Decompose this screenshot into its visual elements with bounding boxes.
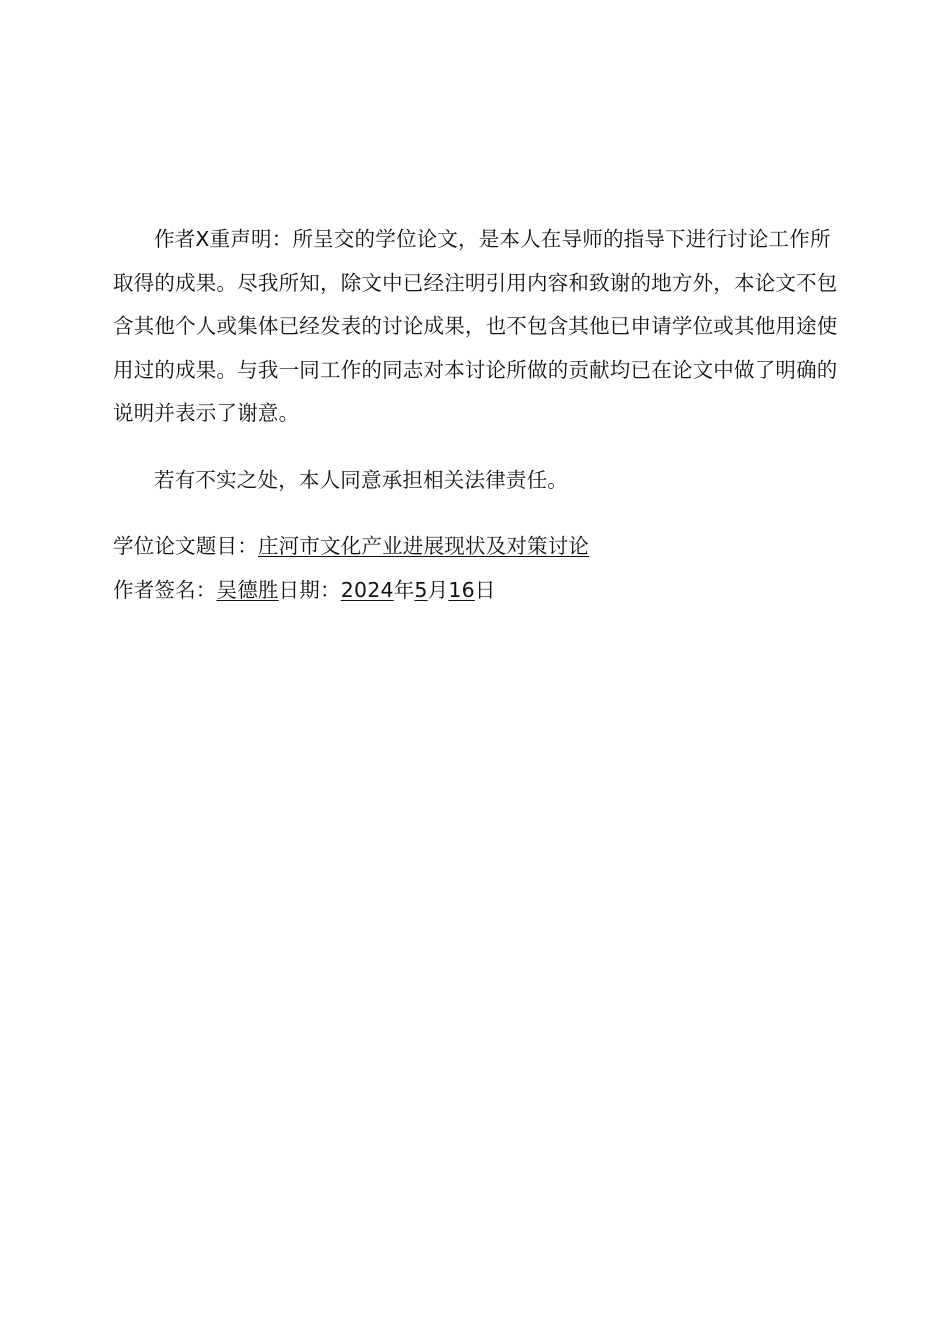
date-year-unit: 年	[393, 578, 415, 602]
thesis-title-line	[113, 530, 589, 562]
originality-declaration-paragraph: 作者X重声明：所呈交的学位论文，是本人在导师的指导下进行讨论工作所取得的成果。尽我所知，除文中已经注明引用内容和致谢的地方外，本论文不包含其他个人或集体已经发表的讨论成果，也不包含其他已申请学位或其他用途使用过的成果。与我一同工作的同志对本讨论所做的贡献均已在论文中做了明确的说明并表示了谢意。	[113, 227, 838, 425]
legal-responsibility-statement: 若有不实之处，本人同意承担相关法律责任。	[154, 468, 568, 492]
author-signature-value: 吴德胜	[216, 578, 279, 602]
date-month-value: 5	[414, 578, 428, 602]
thesis-title-value: 庄河市文化产业进展现状及对策讨论	[257, 534, 590, 558]
date-year-value: 2024	[340, 578, 394, 602]
date-day-unit: 日	[474, 578, 496, 602]
thesis-title-label: 学位论文题目：	[113, 534, 258, 558]
signature-date-line	[113, 574, 496, 606]
date-month-unit: 月	[427, 578, 449, 602]
date-label: 日期：	[278, 578, 341, 602]
date-day-value: 16	[448, 578, 475, 602]
author-signature-label: 作者签名：	[113, 578, 217, 602]
